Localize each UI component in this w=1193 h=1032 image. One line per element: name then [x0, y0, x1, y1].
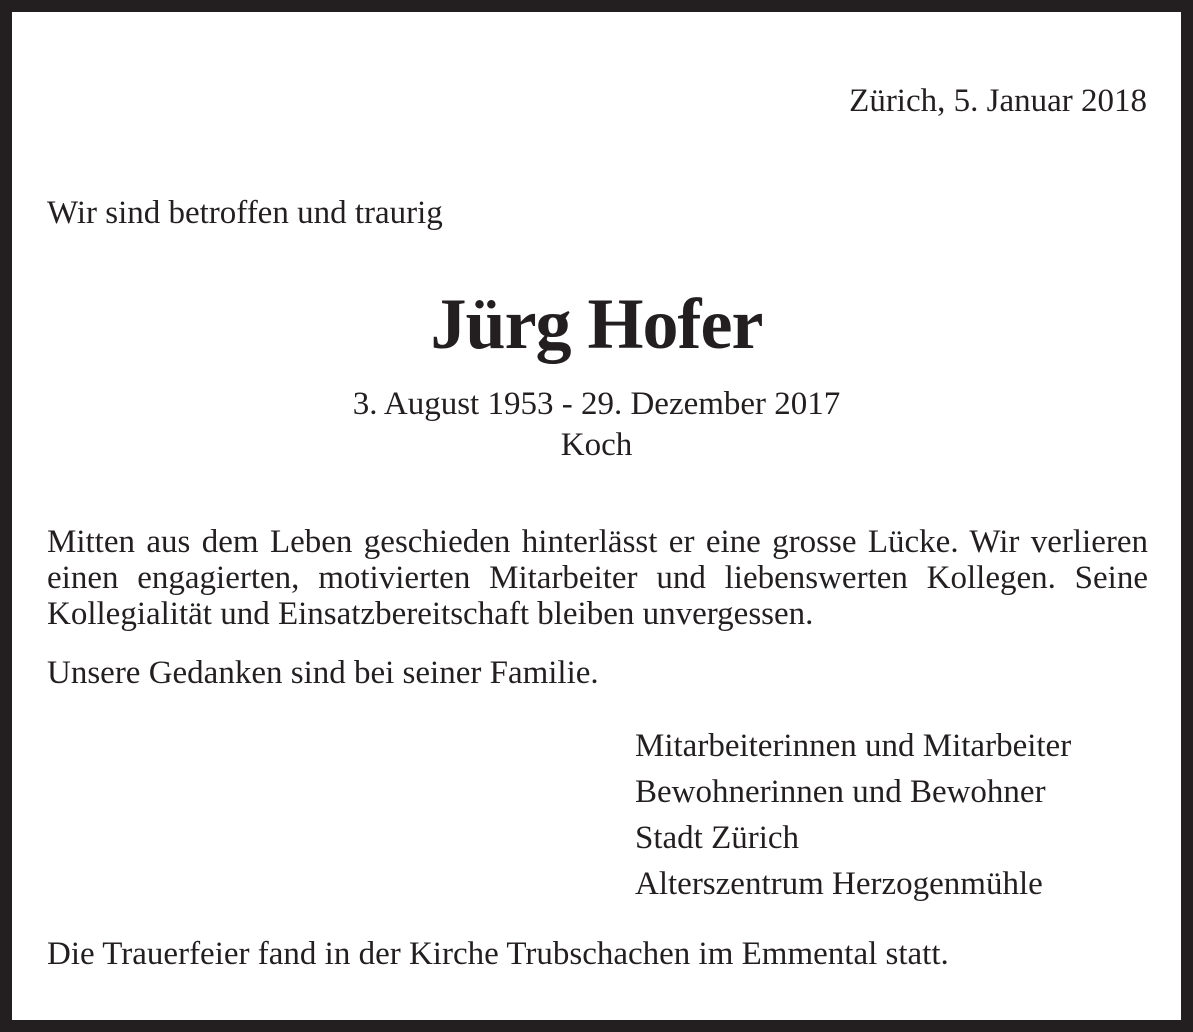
- signatory-staff: Mitarbeiterinnen und Mitarbeiter: [635, 728, 1072, 764]
- tribute-paragraph: Mitten aus dem Leben geschieden hinterlässt er eine grosse Lücke. Wir verlieren einen engagierten, motivierten Mitarbeiter und liebenswerten Kollegen. Seine Kollegialität und Einsatzbereitschaft bleiben unvergessen.: [47, 524, 1148, 632]
- date-place: Zürich, 5. Januar 2018: [849, 83, 1147, 119]
- deceased-name: Jürg Hofer: [430, 284, 763, 364]
- signatory-care-center: Alterszentrum Herzogenmühle: [635, 866, 1043, 902]
- family-condolence: Unsere Gedanken sind bei seiner Familie.: [47, 655, 599, 691]
- intro-text: Wir sind betroffen und traurig: [47, 195, 443, 231]
- signatory-list: [635, 723, 1071, 907]
- profession: Koch: [560, 427, 633, 463]
- funeral-info: Die Trauerfeier fand in der Kirche Trubschachen im Emmental statt.: [47, 936, 949, 972]
- signatory-city: Stadt Zürich: [635, 820, 800, 856]
- signatory-residents: Bewohnerinnen und Bewohner: [635, 774, 1046, 810]
- lifespan-dates: 3. August 1953 - 29. Dezember 2017: [352, 386, 841, 422]
